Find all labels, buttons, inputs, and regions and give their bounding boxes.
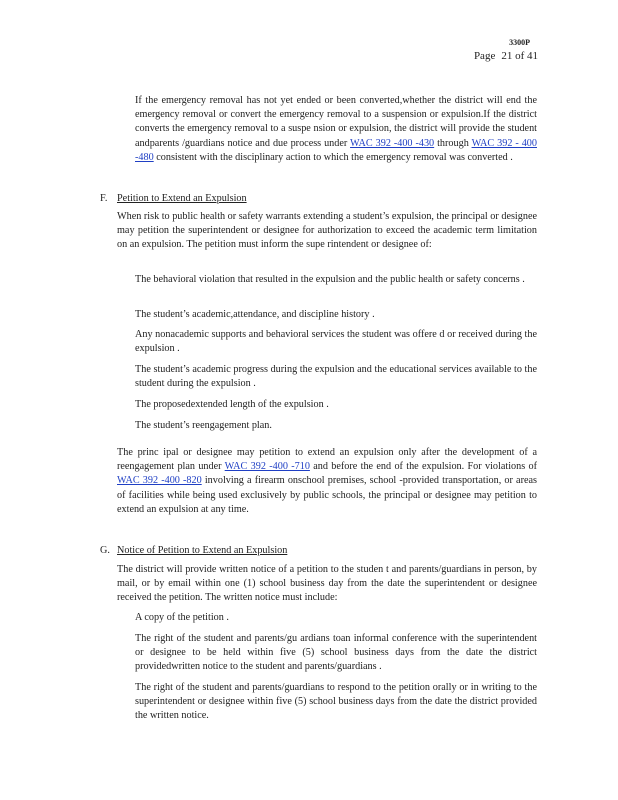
list-item [117, 273, 537, 287]
section-heading-f [100, 192, 540, 206]
list-item [117, 398, 537, 412]
page-indicator [474, 50, 538, 63]
wac-link[interactable]: WAC 392 -400 -710 [224, 461, 310, 473]
bullet-text: The proposedextended length of the expulsion . [135, 399, 329, 410]
section-heading-g [100, 544, 540, 558]
section-letter: G. [100, 545, 110, 556]
list-item [117, 681, 537, 724]
bullet-text: The right of the student and parents/guardians to respond to the petition orally or in writing to the superintendent or designee within five (5) school business days from the date the district provided the written notice. [135, 682, 537, 722]
wac-link[interactable]: WAC 392 -400 -820 [117, 475, 202, 487]
page-number: 21 of 41 [501, 50, 538, 62]
list-item [117, 94, 537, 165]
bullet-text: The student’s academic,attendance, and discipline history . [135, 309, 375, 320]
section-title: Notice of Petition to Extend an Expulsion [117, 545, 288, 556]
section-f-intro: When risk to public health or safety warrants extending a student’s expulsion, the principal or designee may petition the superintendent or designee for authorization to exceed the academic term limitation on an expulsion. The petition must inform the supe rintendent or designee of: [117, 211, 537, 251]
page-label: Page [473, 50, 496, 62]
bullet-text: The student’s academic progress during the expulsion and the educational services available to the student during the expulsion . [135, 364, 537, 390]
section-letter: F. [100, 193, 108, 204]
section-g-intro: The district will provide written notice of a petition to the studen t and parents/guardians in person, by mail, or by email within one (1) school business day from the date the superintendent or designee received the petition. The written notice must include: [117, 564, 537, 604]
list-item [117, 611, 537, 625]
bullet-text: The behavioral violation that resulted in the expulsion and the public health or safety concerns . [135, 274, 525, 285]
bullet-text: Any nonacademic supports and behavioral services the student was offere d or received during the expulsion . [135, 329, 537, 355]
list-item [117, 419, 537, 433]
wac-link[interactable]: WAC 392 - 400 -480 [135, 137, 537, 163]
list-item [117, 328, 537, 356]
section-f-closing: The princ ipal or designee may petition to extend an expulsion only after the development of a reengagement plan under WAC 392 -400 -710 and before the end of the expulsion. For violations of WAC 392 -400 -820 involving a firearm onschool premises, school -provided transportation, or areas of facilities while being used exclusively by public schools, the principal or designee may petition to extend an expulsion at any time. [117, 447, 537, 515]
list-item [117, 308, 537, 322]
bullet-text: If the emergency removal has not yet ended or been converted,whether the district will end the emergency removal or convert the emergency removal to a suspension or expulsion.If the district converts the emergency removal to a suspe nsion or expulsion, the district will provide the student andparents /guardians notice and due process under WAC 392 -400 -430 through WAC 392 - 400 -480 consistent with the disciplinary action to which the emergency removal was converted . [135, 95, 537, 163]
policy-code: 3300P [509, 38, 530, 47]
bullet-text: A copy of the petition . [135, 612, 229, 623]
wac-link[interactable]: WAC 392 -400 -430 [350, 137, 435, 149]
list-item [117, 632, 537, 675]
bullet-text: The right of the student and parents/gu ardians toan informal conference with the superintendent or designee to be held within five (5) school business days from the date the district providedwritten notice to the student and parents/guardians . [135, 633, 537, 673]
section-title: Petition to Extend an Expulsion [117, 193, 247, 204]
bullet-text: The student’s reengagement plan. [135, 420, 272, 431]
list-item [117, 363, 537, 391]
